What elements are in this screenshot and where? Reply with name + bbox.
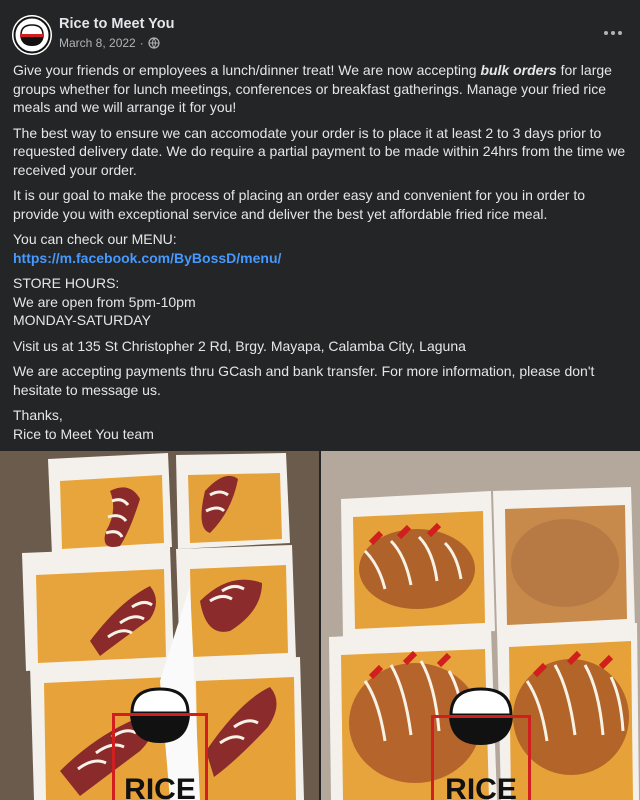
paragraph-menu bbox=[13, 230, 627, 267]
photo-chicken-rice[interactable] bbox=[321, 451, 640, 800]
page-name-link[interactable]: Rice to Meet You bbox=[59, 16, 175, 32]
post-meta bbox=[59, 36, 160, 50]
intro-text-end: for large groups whether for lunch meetings, conferences or breakfast gatherings. Manage your fried rice meals and we will arrange it for you! bbox=[13, 62, 612, 115]
post-date[interactable]: March 8, 2022 bbox=[59, 36, 136, 50]
more-options-icon[interactable] bbox=[600, 20, 626, 46]
bulk-orders-emphasis: bulk orders bbox=[480, 62, 557, 78]
paragraph-hours bbox=[13, 274, 627, 330]
thanks-text: Thanks, bbox=[13, 407, 63, 423]
hours-title: STORE HOURS: bbox=[13, 275, 120, 291]
post-body bbox=[13, 61, 627, 450]
intro-text-start: Give your friends or employees a lunch/dinner treat! We are now accepting bbox=[13, 62, 481, 78]
right-logo-text: RICE bbox=[445, 773, 517, 800]
menu-label: You can check our MENU: bbox=[13, 231, 177, 247]
paragraph-intro bbox=[13, 61, 627, 117]
hours-time: We are open from 5pm-10pm bbox=[13, 293, 196, 310]
paragraph-signoff bbox=[13, 406, 627, 443]
hours-days: MONDAY-SATURDAY bbox=[13, 312, 151, 328]
paragraph-payments: We are accepting payments thru GCash and bank transfer. For more information, please don't hesitate to message us. bbox=[13, 363, 595, 398]
left-logo-text: RICE bbox=[124, 773, 196, 800]
photo-sausage-rice[interactable] bbox=[0, 451, 319, 800]
photo-grid bbox=[0, 451, 640, 800]
paragraph-goal: It is our goal to make the process of placing an order easy and convenient for you in order to provide you with exceptional service and deliver the best yet affordable fried rice meal. bbox=[13, 187, 585, 222]
paragraph-address: Visit us at 135 St Christopher 2 Rd, Brgy. Mayapa, Calamba City, Laguna bbox=[13, 337, 466, 354]
paragraph-ordering: The best way to ensure we can accomodate your order is to place it at least 2 to 3 days prior to requested delivery date. We do require a partial payment to be made within 24hrs from the time we received your order. bbox=[13, 124, 626, 178]
globe-icon[interactable] bbox=[148, 37, 160, 49]
rice-bowl-logo-icon bbox=[12, 15, 52, 55]
signoff-text: Rice to Meet You team bbox=[13, 425, 154, 442]
meta-separator: · bbox=[139, 36, 144, 50]
page-avatar[interactable] bbox=[12, 15, 52, 55]
post-header bbox=[0, 0, 640, 60]
menu-link[interactable]: https://m.facebook.com/ByBossD/menu/ bbox=[13, 249, 282, 266]
